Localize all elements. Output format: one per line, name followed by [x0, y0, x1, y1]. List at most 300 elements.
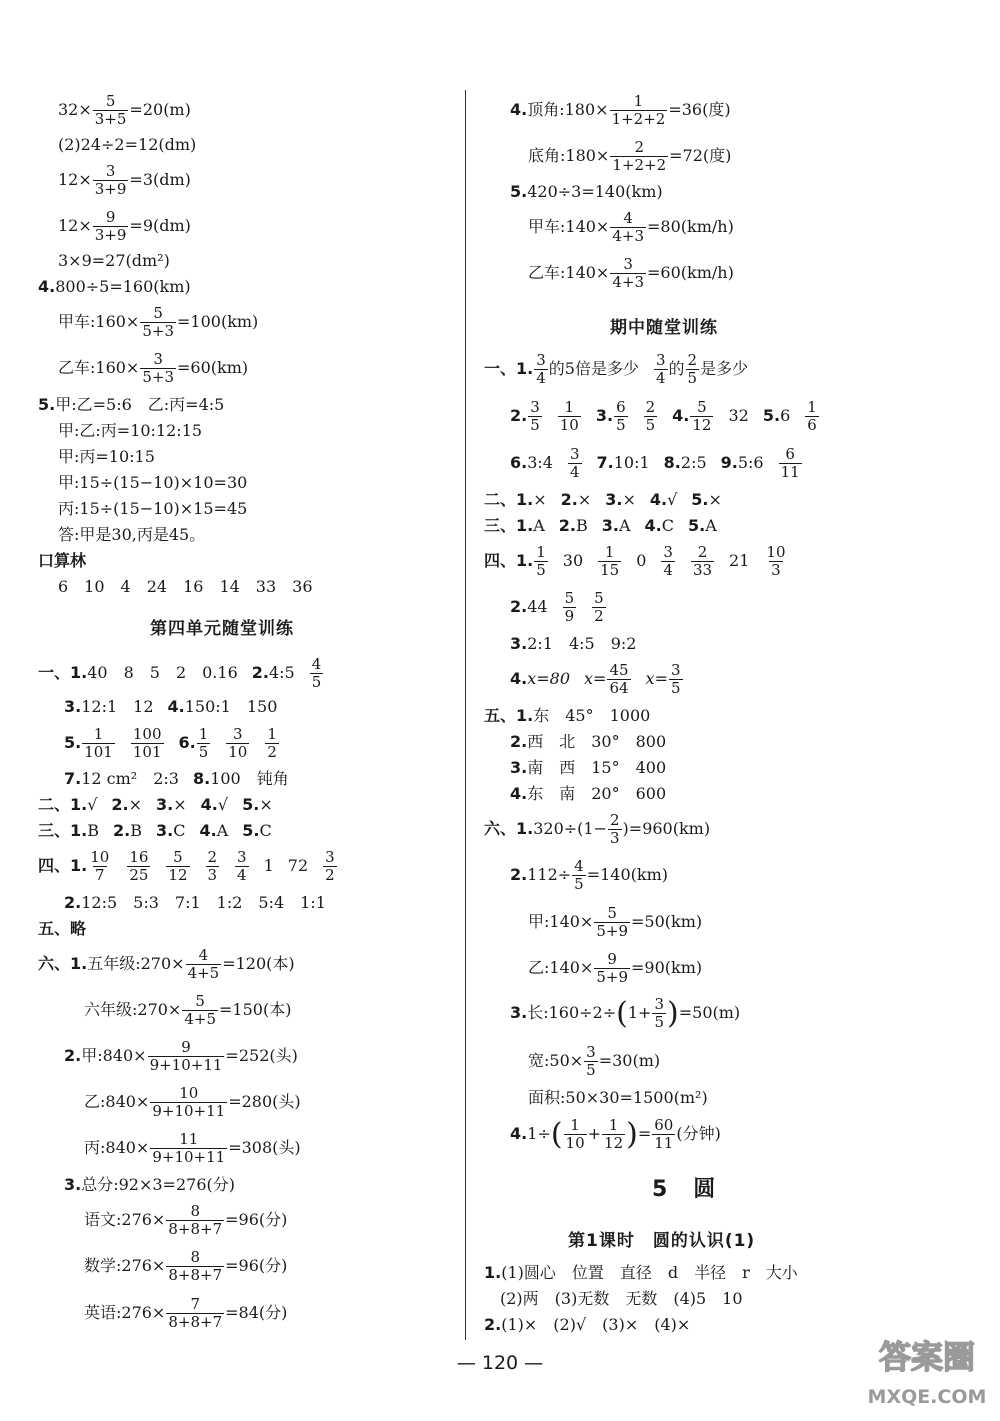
question-number: 1. [484, 1263, 502, 1282]
fraction [93, 209, 129, 243]
denominator: 4 [536, 368, 546, 387]
fraction [592, 590, 606, 624]
denominator: 3 [207, 865, 218, 884]
answer-line [64, 699, 277, 715]
text: 东 南 20° 600 [527, 784, 667, 803]
fraction [614, 399, 628, 433]
numerator: 1 [608, 1116, 619, 1134]
text: 顶角:180× [527, 100, 609, 119]
text: =20(m) [129, 100, 191, 119]
text: × [533, 490, 547, 509]
numerator: 3 [237, 848, 247, 866]
text: 甲:乙=5:6 乙:丙=4:5 [55, 395, 225, 414]
fraction [564, 1117, 587, 1151]
text: √ [667, 490, 678, 509]
denominator: 5 [574, 874, 584, 893]
question-number: 4. [510, 1124, 528, 1143]
answer-line [38, 279, 191, 295]
numerator: 1 [633, 92, 644, 110]
fraction [691, 544, 714, 578]
text: 东 45° 1000 [533, 706, 651, 725]
numerator: 1 [267, 725, 277, 743]
denominator: 4 [237, 865, 247, 884]
denominator: 5 [670, 678, 681, 697]
text: 的 [668, 359, 685, 378]
text: A [533, 516, 545, 535]
fraction [140, 305, 176, 339]
denominator: 33 [692, 560, 713, 579]
numerator: 60 [654, 1116, 674, 1134]
denominator: 4+3 [612, 226, 644, 245]
text: A [618, 516, 631, 535]
left-paren: ( [550, 1116, 563, 1152]
fraction [93, 163, 129, 197]
denominator: 4 [569, 462, 580, 481]
text: =96(分) [225, 1210, 288, 1229]
left-paren: ( [616, 995, 628, 1031]
question-number: 5. [762, 406, 781, 425]
text: + [587, 1124, 602, 1143]
question-number: 5. [510, 182, 528, 201]
question-number: 4. [38, 277, 56, 296]
question-number: 4. [644, 516, 662, 535]
answer-line [510, 590, 607, 624]
answer-line [38, 921, 86, 937]
text: 甲车:160× [58, 312, 140, 331]
denominator: 1+2+2 [612, 155, 667, 174]
text: 420÷3=140(km) [527, 182, 663, 201]
answer-line [38, 797, 273, 813]
answer-line [510, 662, 684, 696]
answer-line [510, 996, 740, 1030]
question-number: 3. [64, 697, 82, 716]
numerator: 10 [179, 1084, 199, 1102]
right-paren: ) [626, 1116, 638, 1152]
numerator: 5 [173, 848, 183, 866]
answer-line [58, 209, 191, 243]
fraction [150, 1085, 227, 1119]
fraction [131, 726, 164, 760]
answer-line [38, 656, 324, 690]
numerator: 1 [564, 398, 575, 416]
fraction [148, 1039, 225, 1073]
denominator: 3+9 [94, 225, 127, 244]
text: 1 [263, 856, 274, 875]
text: =84(分) [225, 1303, 288, 1322]
text: =280(头) [228, 1092, 301, 1111]
fraction [182, 993, 218, 1027]
answer-line [510, 399, 820, 433]
numerator: 2 [645, 398, 656, 416]
question-number: 7. [64, 769, 82, 788]
text: =9(dm) [129, 216, 191, 235]
numerator: 3 [233, 725, 243, 743]
denominator: 101 [84, 742, 113, 761]
denominator: 5 [654, 1012, 665, 1031]
denominator: 5 [311, 672, 322, 691]
column-divider [465, 90, 466, 1340]
answer-line: (2)24÷2=12(dm) [58, 135, 197, 154]
page-number: — 120 — [456, 1352, 544, 1374]
fraction [572, 858, 586, 892]
denominator: 12 [692, 415, 712, 434]
question-number: 四、1. [484, 551, 534, 570]
text: 长:160÷2÷ [527, 1003, 617, 1022]
numerator: 8 [190, 1248, 200, 1266]
text: 32 [728, 406, 749, 425]
numerator: 5 [105, 92, 116, 110]
answer-line [58, 163, 191, 197]
answer-line [528, 210, 734, 244]
numerator: 4 [198, 946, 209, 964]
text: 底角:180× [528, 146, 610, 165]
answer-line [484, 518, 717, 534]
text: 甲:840× [81, 1046, 147, 1065]
numerator: 2 [207, 848, 218, 866]
text: 英语:276× [84, 1303, 166, 1322]
text: 宽:50× [528, 1051, 584, 1070]
numerator: 4 [311, 655, 322, 673]
text: 甲:140× [528, 912, 594, 931]
text: 112÷ [527, 865, 572, 884]
fraction [563, 590, 577, 624]
answer-line: 3×9=27(dm²) [58, 251, 170, 270]
text: x=80 [527, 669, 571, 688]
question-number: 4. [199, 821, 217, 840]
answer-line [528, 951, 702, 985]
text: =36(度) [668, 100, 731, 119]
numerator: 16 [129, 848, 149, 866]
question-number: 3. [595, 406, 614, 425]
text: 数学:276× [84, 1256, 166, 1275]
denominator: 3+5 [94, 109, 127, 128]
numerator: 4 [574, 857, 584, 875]
fraction [644, 399, 658, 433]
text: × [622, 490, 636, 509]
numerator: 1 [570, 1116, 580, 1134]
text: = [637, 1124, 652, 1143]
denominator: 25 [129, 865, 149, 884]
question-number: 3. [156, 795, 174, 814]
fraction [661, 544, 675, 578]
denominator: 8+8+7 [168, 1219, 223, 1238]
fraction [602, 1117, 625, 1151]
denominator: 5 [616, 415, 626, 434]
question-number: 三、1. [38, 821, 88, 840]
numerator: 5 [564, 589, 575, 607]
denominator: 4+3 [612, 272, 644, 291]
question-number: 2. [560, 490, 578, 509]
fraction [652, 1117, 675, 1151]
question-number: 5. [691, 490, 709, 509]
numerator: 2 [687, 351, 698, 369]
fraction [610, 256, 646, 290]
answer-line [484, 1265, 798, 1281]
fraction [534, 544, 548, 578]
question-number: 2. [64, 893, 82, 912]
denominator: 7 [94, 865, 105, 884]
fraction [197, 726, 211, 760]
numerator: 2 [634, 138, 644, 156]
question-number: 2. [510, 406, 528, 425]
numerator: 11 [179, 1130, 199, 1148]
question-number: 四、1. [38, 856, 88, 875]
question-number: 2. [510, 732, 528, 751]
question-number: 2. [510, 597, 528, 616]
fraction [594, 951, 630, 985]
denominator: 4 [663, 560, 673, 579]
text: =72(度) [669, 146, 732, 165]
text: √ [87, 795, 98, 814]
text: 100 钝角 [210, 769, 289, 788]
text: x= [584, 669, 607, 688]
fraction [594, 905, 630, 939]
answer-line [58, 305, 258, 339]
fraction [265, 726, 279, 760]
denominator: 5+3 [142, 321, 174, 340]
text: 12 cm² 2:3 [81, 769, 179, 788]
answer-line [528, 139, 731, 173]
fraction [166, 849, 189, 883]
numerator: 9 [607, 950, 617, 968]
fraction [779, 446, 802, 480]
denominator: 3+9 [94, 179, 127, 198]
question-number: 5. [38, 395, 56, 414]
text: 总分:92×3=276(分) [81, 1175, 235, 1194]
text: =100(km) [177, 312, 259, 331]
answer-line [84, 1131, 301, 1165]
answer-line [58, 351, 248, 385]
question-number: 6. [510, 453, 528, 472]
denominator: 10 [228, 742, 248, 761]
denominator: 5 [198, 742, 209, 761]
numerator: 7 [190, 1295, 200, 1313]
denominator: 101 [132, 742, 162, 761]
fraction [82, 726, 115, 760]
answer-line: 甲:丙=10:15 [58, 447, 155, 466]
denominator: 5 [645, 415, 656, 434]
denominator: 9+10+11 [149, 1055, 223, 1074]
numerator: 3 [569, 445, 580, 463]
answer-line [484, 812, 710, 846]
answer-line [484, 708, 650, 724]
question-number: 2. [64, 1046, 82, 1065]
question-number: 3. [155, 821, 174, 840]
text: × [128, 795, 143, 814]
answer-line [510, 93, 731, 127]
fraction [127, 849, 150, 883]
numerator: 2 [697, 543, 708, 561]
numerator: 5 [697, 398, 707, 416]
fraction [528, 399, 542, 433]
text: A [216, 821, 229, 840]
denominator: 10 [565, 1133, 585, 1152]
numerator: 9 [181, 1038, 191, 1056]
text: 12× [58, 216, 92, 235]
denominator: 64 [609, 678, 629, 697]
answer-line [510, 858, 668, 892]
denominator: 3 [610, 828, 620, 847]
question-number: 4. [510, 100, 528, 119]
denominator: 1+2+2 [611, 109, 666, 128]
answer-line: 甲:15÷(15−10)×10=30 [58, 473, 248, 492]
answer-line [38, 947, 295, 981]
numerator: 100 [132, 725, 162, 743]
text: × [577, 490, 592, 509]
numerator: 3 [153, 350, 163, 368]
denominator: 4+5 [187, 963, 220, 982]
numerator: 4 [623, 209, 633, 227]
denominator: 5 [530, 415, 540, 434]
text: (分钟) [676, 1124, 721, 1143]
fraction [607, 662, 630, 696]
fraction [608, 812, 622, 846]
text: =50(km) [631, 912, 703, 931]
fraction [88, 849, 111, 883]
question-number: 六、1. [38, 954, 88, 973]
text: =140(km) [586, 865, 669, 884]
question-number: 2. [510, 865, 528, 884]
numerator: 1 [604, 543, 615, 561]
text: 乙:140× [528, 958, 594, 977]
answer-line [84, 1203, 287, 1237]
text: 40 8 5 2 0.16 [87, 663, 238, 682]
question-number: 3. [510, 758, 528, 777]
question-number: 5. [242, 795, 260, 814]
fraction [206, 849, 220, 883]
denominator: 12 [168, 865, 188, 884]
numerator: 1 [198, 725, 209, 743]
fraction [226, 726, 249, 760]
text: √ [217, 795, 229, 814]
text: 的5倍是多少 [548, 359, 639, 378]
answer-line [64, 895, 326, 911]
fraction [610, 139, 668, 173]
numerator: 3 [325, 848, 335, 866]
denominator: 12 [604, 1133, 624, 1152]
fraction [652, 996, 666, 1030]
answer-line: 甲:乙:丙=10:12:15 [58, 421, 203, 440]
fraction [764, 544, 787, 578]
fraction [534, 352, 548, 386]
text: 甲车:140× [528, 217, 610, 236]
text: =120(本) [222, 954, 295, 973]
denominator: 2 [594, 606, 604, 625]
text: 3:4 [527, 453, 553, 472]
numerator: 5 [195, 992, 205, 1010]
denominator: 2 [267, 742, 277, 761]
numerator: 5 [594, 589, 604, 607]
text: 30 [562, 551, 584, 570]
text: 2:1 4:5 9:2 [527, 634, 637, 653]
denominator: 2 [325, 865, 335, 884]
text: 是多少 [700, 359, 749, 378]
text: 12:1 12 [81, 697, 154, 716]
fraction [150, 1131, 227, 1165]
answer-line [64, 1039, 298, 1073]
section-title-unit4: 第四单元随堂训练 [150, 619, 294, 639]
text: × [708, 490, 722, 509]
answer-line [510, 786, 666, 802]
denominator: 5 [536, 560, 546, 579]
text: =60(km/h) [647, 263, 734, 282]
numerator: 3 [105, 162, 116, 180]
numerator: 3 [586, 1043, 596, 1061]
text: =30(m) [598, 1051, 661, 1070]
numerator: 3 [670, 661, 681, 679]
text: 72 [287, 856, 309, 875]
question-number: 4. [672, 406, 690, 425]
question-number: 一、1. [38, 663, 88, 682]
denominator: 4 [655, 368, 666, 387]
fraction [186, 947, 222, 981]
text: 150:1 150 [184, 697, 278, 716]
text: =252(头) [225, 1046, 298, 1065]
numerator: 3 [623, 255, 633, 273]
denominator: 6 [807, 415, 817, 434]
text: 西 北 30° 800 [527, 732, 667, 751]
denominator: 5+9 [596, 967, 628, 986]
question-number: 5. [242, 821, 260, 840]
text: 44 [527, 597, 548, 616]
text: × [173, 795, 187, 814]
text: )=960(km) [622, 819, 711, 838]
question-number: 2. [484, 1315, 502, 1334]
answer-line [510, 446, 803, 480]
text: 1+ [627, 1003, 652, 1022]
watermark-top-text: 答案圈 [878, 1338, 976, 1376]
fraction [584, 1044, 598, 1078]
denominator: 3 [771, 560, 781, 579]
denominator: 8+8+7 [168, 1312, 223, 1331]
denominator: 5+3 [142, 367, 174, 386]
numerator: 3 [654, 995, 665, 1013]
text: 4:5 [268, 663, 295, 682]
numerator: 3 [530, 398, 540, 416]
answer-line [64, 1177, 235, 1193]
question-number: 3. [510, 1003, 528, 1022]
question-number: 2. [111, 795, 129, 814]
text: 五年级:270× [87, 954, 185, 973]
answer-line [528, 905, 702, 939]
denominator: 11 [654, 1133, 674, 1152]
denominator: 11 [780, 462, 800, 481]
fraction [235, 849, 249, 883]
text: =150(本) [219, 1000, 292, 1019]
answer-line [84, 1296, 287, 1330]
text: 六年级:270× [84, 1000, 182, 1019]
text: 5:6 [737, 453, 764, 472]
question-number: 3. [601, 516, 619, 535]
answer-line [58, 93, 191, 127]
denominator: 8+8+7 [168, 1265, 223, 1284]
question-number: 二、1. [484, 490, 534, 509]
section-title-midterm: 期中随堂训练 [610, 318, 718, 338]
fraction [310, 656, 324, 690]
question-number: 8. [192, 769, 211, 788]
watermark-bottom-text: MXQE.COM [867, 1386, 987, 1408]
answer-line [510, 760, 666, 776]
answer-line [84, 1249, 287, 1283]
denominator: 9+10+11 [152, 1147, 226, 1166]
fraction [690, 399, 713, 433]
fraction [568, 446, 582, 480]
answer-line [484, 544, 789, 578]
question-number: 4. [200, 795, 218, 814]
fraction [610, 93, 668, 127]
text: 乙车:140× [528, 263, 610, 282]
numerator: 3 [536, 351, 546, 369]
